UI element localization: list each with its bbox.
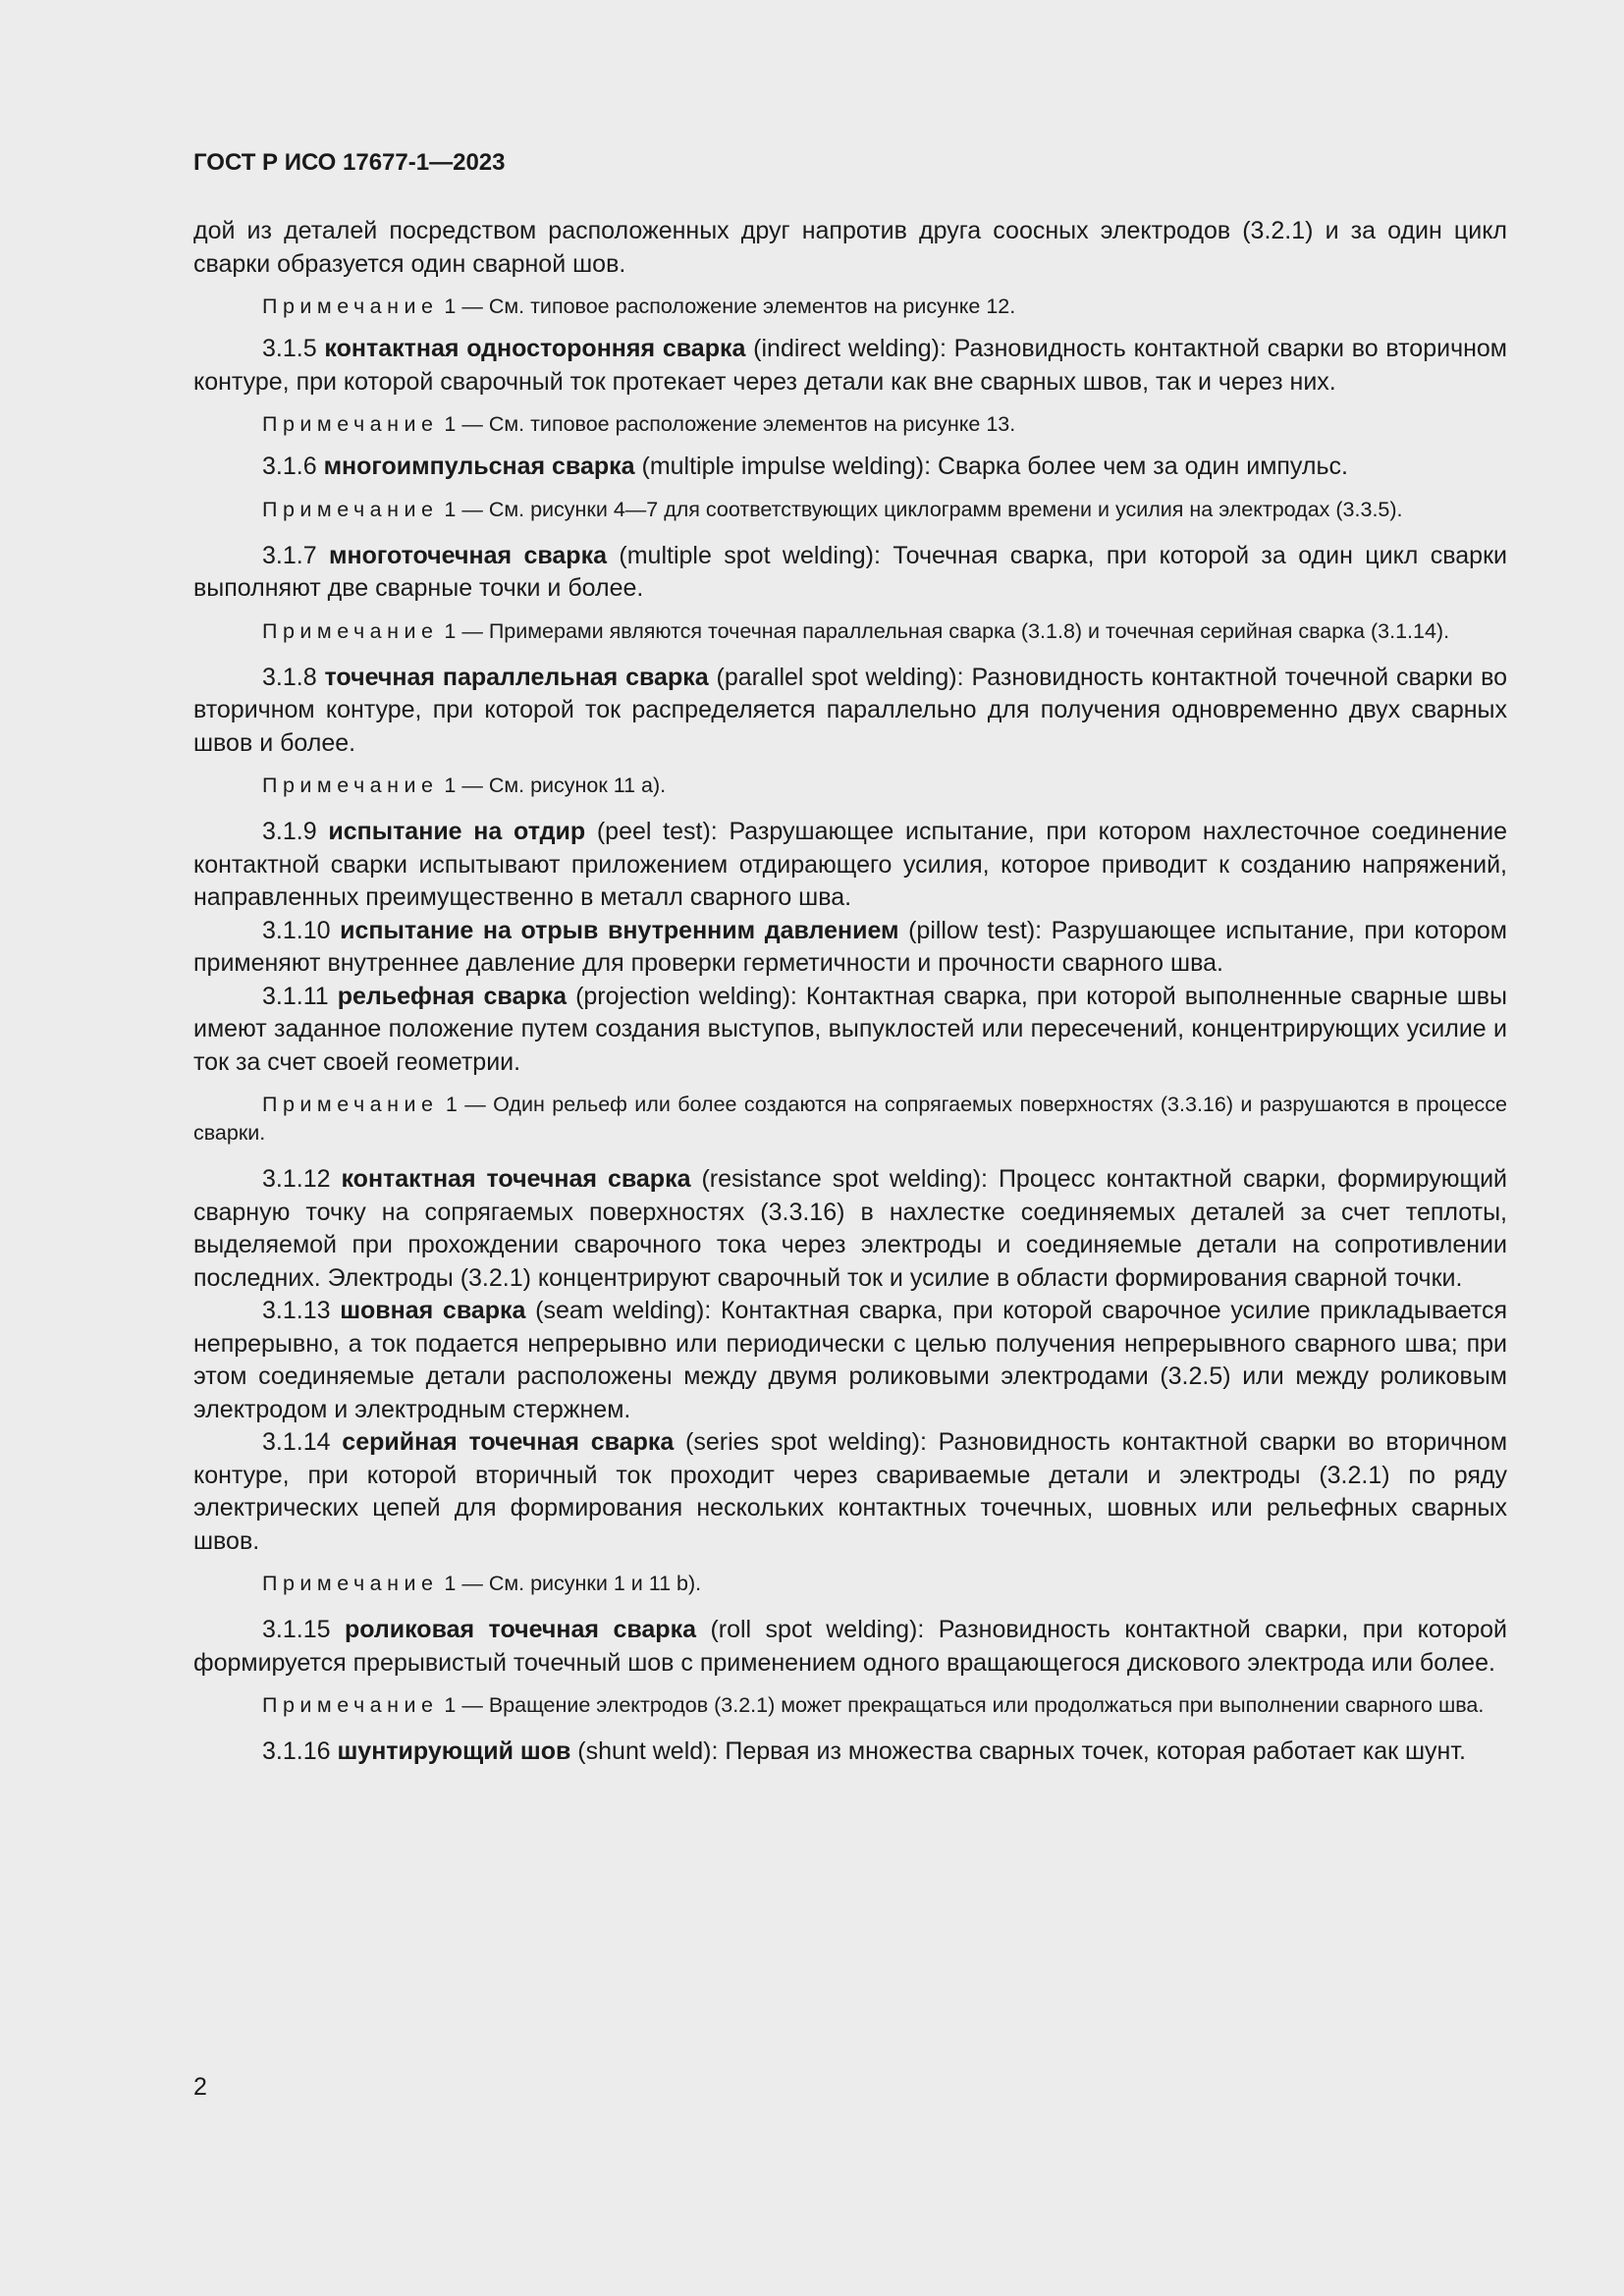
note-label: Примечание — [262, 1572, 439, 1595]
term-name: контактная односторонняя сварка — [324, 335, 746, 362]
document-page — [193, 145, 1507, 2109]
note-label: Примечание — [262, 774, 439, 797]
term-name: шунтирующий шов — [337, 1737, 571, 1765]
term-definition: (peel test): Разрушающее испытание, при котором нахлесточное соединение контактной сварки испытывают приложением отдирающего усилия, которое приводит к созданию напряжений, направленных преимущественно в металл сварного шва. — [193, 818, 1507, 911]
page-number: 2 — [193, 2073, 207, 2101]
term-definition: (pillow test): Разрушающее испытание, при котором применяют внутреннее давление для проверки герметичности и прочности сварного шва. — [193, 916, 1507, 977]
term-3-1-6 — [193, 451, 1507, 484]
term-name: шовная сварка — [340, 1297, 526, 1324]
term-3-1-9 — [193, 816, 1507, 915]
term-definition: (resistance spot welding): Процесс контактной сварки, формирующий сварную точку на сопрягаемых поверхностях (3.3.16) в нахлестке соединяемых деталей за счет теплоты, выделяемой при прохождении сварочного тока через электроды и соединяемые детали на сопротивлении последних. Электроды (3.2.1) концентрируют сварочный ток и усилие в области формирования сварной точки. — [193, 1165, 1508, 1292]
term-number: 3.1.15 — [262, 1616, 345, 1643]
term-definition: (seam welding): Контактная сварка, при которой сварочное усилие прикладывается непрерывно, а ток подается непрерывно или периодически с целью получения непрерывного сварного шва; при этом соединяемые детали расположены между двумя роликовыми электродами (3.2.5) или между роликовым электродом и электродным стержнем. — [193, 1297, 1507, 1423]
note — [193, 410, 1507, 439]
term-3-1-13 — [193, 1295, 1507, 1426]
term-name: испытание на отрыв внутренним давлением — [340, 916, 899, 944]
note-label: Примечание — [262, 1093, 439, 1116]
term-number: 3.1.5 — [262, 335, 325, 362]
term-name: точечная параллельная сварка — [324, 663, 709, 691]
note — [193, 772, 1507, 800]
term-3-1-16 — [193, 1735, 1507, 1769]
note-label: Примечание — [262, 1693, 439, 1717]
term-name: рельефная сварка — [337, 982, 568, 1010]
note-text: 1 — См. рисунки 4—7 для соответствующих циклограмм времени и усилия на электродах (3.3.5). — [438, 497, 1403, 521]
term-3-1-15 — [193, 1614, 1507, 1680]
term-3-1-10 — [193, 915, 1507, 981]
term-name: серийная точечная сварка — [342, 1428, 675, 1456]
term-definition: (parallel spot welding): Разновидность контактной точечной сварки во вторичном контуре, при которой ток распределяется параллельно для получения одновременно двух сварных швов и более. — [193, 663, 1507, 757]
term-definition: (indirect welding): Разновидность контактной сварки во вторичном контуре, при которой сварочный ток протекает через детали как вне сварных швов, так и через них. — [193, 335, 1507, 396]
note-text: 1 — См. типовое расположение элементов на рисунке 12. — [438, 294, 1016, 318]
note-text: 1 — См. рисунки 1 и 11 b). — [438, 1572, 702, 1595]
term-number: 3.1.14 — [262, 1428, 343, 1456]
term-number: 3.1.8 — [262, 663, 325, 691]
term-number: 3.1.10 — [262, 916, 341, 944]
term-name: контактная точечная сварка — [341, 1165, 691, 1193]
term-definition: (series spot welding): Разновидность контактной сварки во вторичном контуре, при которой вторичный ток проходит через свариваемые детали и электроды (3.2.1) по ряду электрических цепей для формирования нескольких контактных точечных, шовных или рельефных сварных швов. — [193, 1428, 1508, 1555]
note-label: Примечание — [262, 294, 439, 318]
term-definition: (multiple spot welding): Точечная сварка, при которой за один цикл сварки выполняют две сварные точки и более. — [193, 541, 1507, 602]
note-label: Примечание — [262, 497, 439, 521]
term-number: 3.1.16 — [262, 1737, 338, 1765]
note-text: 1 — См. типовое расположение элементов на рисунке 13. — [438, 412, 1016, 436]
term-number: 3.1.7 — [262, 541, 329, 569]
note — [193, 1691, 1507, 1720]
note — [193, 496, 1507, 524]
term-3-1-12 — [193, 1163, 1507, 1295]
note-label: Примечание — [262, 618, 439, 643]
term-3-1-11 — [193, 981, 1507, 1080]
note — [193, 617, 1507, 646]
term-number: 3.1.9 — [262, 818, 329, 845]
term-3-1-14 — [193, 1426, 1507, 1558]
note-text: 1 — Один рельеф или более создаются на сопрягаемых поверхностях (3.3.16) и разрушаются в процессе сварки. — [193, 1093, 1507, 1145]
note-label: Примечание — [262, 412, 439, 436]
note-text: 1 — Вращение электродов (3.2.1) может прекращаться или продолжаться при выполнении сварного шва. — [438, 1693, 1485, 1717]
note — [193, 293, 1507, 321]
term-name: роликовая точечная сварка — [344, 1616, 696, 1643]
intro-paragraph: дой из деталей посредством расположенных друг напротив друга соосных электродов (3.2.1) и за один цикл сварки образуется один сварной шов. — [193, 217, 1507, 278]
term-3-1-7 — [193, 540, 1507, 606]
note-text: 1 — См. рисунок 11 а). — [438, 774, 667, 797]
term-definition: (projection welding): Контактная сварка, при которой выполненные сварные швы имеют заданное положение путем создания выступов, выпуклостей или пересечений, концентрирующих усилие и ток за счет своей геометрии. — [193, 982, 1507, 1076]
term-3-1-5 — [193, 333, 1507, 399]
term-number: 3.1.11 — [262, 982, 338, 1010]
term-definition: (shunt weld): Первая из множества сварных точек, которая работает как шунт. — [570, 1737, 1466, 1765]
note-text: 1 — Примерами являются точечная параллельная сварка (3.1.8) и точечная серийная сварка (3.1.14). — [438, 618, 1450, 643]
term-name: многоточечная сварка — [329, 541, 607, 569]
term-definition: (multiple impulse welding): Сварка более чем за один импульс. — [634, 453, 1348, 480]
term-number: 3.1.12 — [262, 1165, 342, 1193]
term-name: многоимпульсная сварка — [323, 453, 635, 480]
term-3-1-8 — [193, 662, 1507, 761]
term-name: испытание на отдир — [328, 818, 586, 845]
note — [193, 1570, 1507, 1598]
term-number: 3.1.13 — [262, 1297, 341, 1324]
document-header: ГОСТ Р ИСО 17677-1—2023 — [193, 149, 506, 176]
term-number: 3.1.6 — [262, 453, 324, 480]
note — [193, 1091, 1507, 1148]
term-definition: (roll spot welding): Разновидность контактной сварки, при которой формируется прерывистый точечный шов с применением одного вращающегося дискового электрода или более. — [193, 1616, 1508, 1677]
